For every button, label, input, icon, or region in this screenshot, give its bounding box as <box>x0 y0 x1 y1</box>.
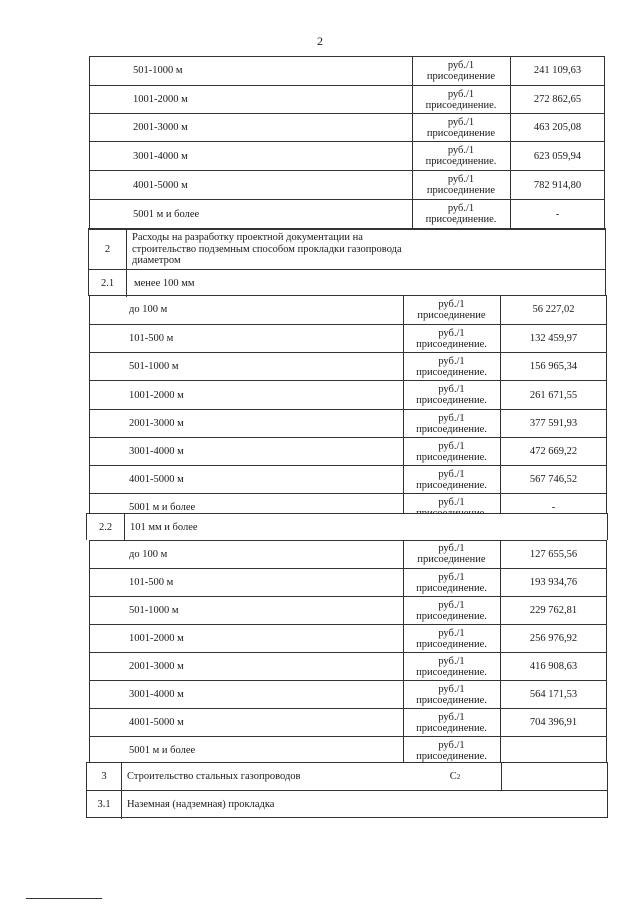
table-row <box>89 736 607 764</box>
row-unit <box>403 410 500 437</box>
row-value: 782 914,80 <box>533 179 582 191</box>
row-unit <box>403 438 500 465</box>
unit-label: присоединение. <box>416 451 487 463</box>
row-unit <box>412 114 510 141</box>
unit-subscript: 2 <box>456 772 461 781</box>
unit-label: присоединение. <box>416 610 487 622</box>
row-unit <box>403 653 500 680</box>
row-value: 229 762,81 <box>529 605 578 616</box>
unit-label: руб./1 <box>438 384 465 395</box>
unit-label: присоединение. <box>416 582 487 594</box>
unit-label: руб./1 <box>438 355 465 367</box>
unit-label: руб./1 <box>438 468 465 480</box>
unit-label: присоединение. <box>416 750 487 762</box>
row-unit <box>403 325 500 352</box>
unit-label: руб./1 <box>438 543 465 554</box>
table-row <box>89 409 607 437</box>
column-divider <box>126 229 127 270</box>
section-number: 2.2 <box>98 521 113 533</box>
row-value: 261 671,55 <box>529 389 578 401</box>
row-name: 3001-4000 м <box>129 689 184 700</box>
row-unit <box>403 540 500 568</box>
table-row <box>89 568 607 596</box>
unit-label: руб./1 <box>438 711 465 723</box>
row-value: 56 227,02 <box>532 304 575 315</box>
row-value: - <box>555 208 560 220</box>
column-divider <box>124 514 125 541</box>
table-row <box>89 624 607 652</box>
unit-label: руб./1 <box>438 298 465 310</box>
row-name: 2001-3000 м <box>133 122 188 133</box>
column-divider <box>501 763 502 791</box>
unit-label: присоединение <box>417 309 486 321</box>
unit-label: присоединение. <box>416 638 487 650</box>
unit-label: присоединение. <box>416 395 487 406</box>
section-title: менее 100 мм <box>134 277 195 289</box>
unit-label: руб./1 <box>438 599 465 611</box>
row-unit <box>403 597 500 624</box>
unit-label: присоединение. <box>416 694 487 706</box>
row-unit <box>412 56 510 85</box>
section-2-2-row <box>86 513 608 540</box>
row-unit <box>403 737 500 764</box>
row-name: 3001-4000 м <box>133 150 188 162</box>
row-unit <box>403 466 500 493</box>
table-row <box>89 141 605 170</box>
unit-label: присоединение. <box>425 156 497 167</box>
row-unit <box>403 709 500 736</box>
unit-label: руб./1 <box>438 627 465 639</box>
table-row <box>89 596 607 624</box>
row-unit <box>403 353 500 380</box>
column-divider <box>403 295 404 521</box>
table-row <box>89 708 607 736</box>
table-row <box>89 540 607 568</box>
row-name: 501-1000 м <box>133 65 183 76</box>
unit-label: присоединение. <box>425 99 497 111</box>
unit-label: руб./1 <box>447 145 475 156</box>
row-value: 127 655,56 <box>529 548 578 560</box>
section-number: 2.1 <box>100 277 115 289</box>
table-row <box>89 199 605 228</box>
column-divider <box>412 56 413 230</box>
row-unit <box>412 86 510 113</box>
section-number: 3.1 <box>97 798 111 810</box>
table-row <box>89 437 607 465</box>
row-value: 241 109,63 <box>533 65 582 76</box>
unit-label: руб./1 <box>447 59 475 71</box>
row-value: 132 459,97 <box>529 333 578 344</box>
row-value: 472 669,22 <box>529 446 578 457</box>
unit-symbol: C <box>449 771 457 782</box>
unit-label: присоединение. <box>416 722 487 734</box>
row-value: 463 205,08 <box>533 122 582 133</box>
section-title: Строительство стальных газопроводов <box>127 771 301 782</box>
table-row <box>89 324 607 352</box>
unit-label: присоединение. <box>425 214 497 225</box>
row-name: 2001-3000 м <box>129 661 184 672</box>
column-divider <box>121 791 122 819</box>
row-value: 416 908,63 <box>529 661 578 672</box>
section-title: 101 мм и более <box>130 521 198 533</box>
section-number: 3 <box>101 771 107 782</box>
row-value: 704 396,91 <box>529 717 578 728</box>
table-row <box>89 113 605 141</box>
row-name: 5001 м и более <box>133 208 200 220</box>
section-title: Наземная (надземная) прокладка <box>127 798 275 810</box>
unit-label: присоединение. <box>416 423 487 435</box>
unit-label: руб./1 <box>447 116 475 128</box>
footnote-separator <box>26 898 102 899</box>
row-value: 564 171,53 <box>529 689 578 700</box>
row-unit <box>412 200 510 228</box>
unit-label: присоединение <box>426 185 496 196</box>
row-name: 4001-5000 м <box>129 474 184 485</box>
row-value: 623 059,94 <box>533 150 582 162</box>
unit-label: руб./1 <box>438 412 465 424</box>
table-row <box>89 680 607 708</box>
section-2-row <box>88 228 606 269</box>
row-unit <box>403 681 500 708</box>
unit-label: руб./1 <box>447 203 475 214</box>
page-number: 2 <box>317 34 323 48</box>
row-name: 2001-3000 м <box>129 418 184 429</box>
row-name: до 100 м <box>129 548 168 560</box>
unit-label: руб./1 <box>438 655 465 667</box>
row-name: 101-500 м <box>129 577 174 588</box>
row-unit <box>403 625 500 652</box>
row-name: 501-1000 м <box>129 605 179 616</box>
column-divider <box>126 270 127 297</box>
row-name: 5001 м и более <box>129 502 196 513</box>
row-value: 256 976,92 <box>529 633 578 644</box>
row-value: 272 862,65 <box>533 94 582 105</box>
unit-label: присоединение <box>426 70 496 82</box>
row-unit <box>403 381 500 409</box>
unit-label: руб./1 <box>447 88 475 100</box>
table-row <box>89 465 607 493</box>
unit-label: руб./1 <box>438 683 465 695</box>
column-divider <box>500 540 501 764</box>
row-unit <box>412 142 510 170</box>
row-name: 501-1000 м <box>129 361 179 372</box>
row-name: 1001-2000 м <box>129 389 184 401</box>
section-2-1-row <box>88 269 606 296</box>
row-name: 3001-4000 м <box>129 446 184 457</box>
row-value: 567 746,52 <box>529 474 578 485</box>
unit-label: руб./1 <box>438 327 465 339</box>
section-unit <box>407 763 503 790</box>
section-3-1-row <box>86 790 608 818</box>
section-number: 2 <box>104 243 111 255</box>
section-3-row <box>86 762 608 790</box>
row-value: 377 591,93 <box>529 418 578 429</box>
table-row <box>89 380 607 409</box>
row-unit <box>403 295 500 324</box>
row-name: 4001-5000 м <box>133 179 188 191</box>
column-divider <box>403 540 404 764</box>
row-value <box>500 737 607 764</box>
section-title: Расходы на разработку проектной документации на строительство подземным способом прокладки газопровода диаметром <box>132 232 402 266</box>
row-unit <box>403 569 500 596</box>
unit-label: присоединение <box>417 554 486 565</box>
row-unit <box>412 171 510 199</box>
row-name: 1001-2000 м <box>133 94 188 105</box>
table-row <box>89 352 607 380</box>
table-row <box>89 295 607 324</box>
column-divider <box>500 295 501 521</box>
unit-label: присоединение. <box>416 366 487 378</box>
table-row <box>89 170 605 199</box>
row-name: 5001 м и более <box>129 745 196 756</box>
column-divider <box>510 56 511 230</box>
row-value: 193 934,76 <box>529 577 578 588</box>
unit-label: руб./1 <box>438 739 465 751</box>
table-row <box>89 652 607 680</box>
unit-label: присоединение. <box>416 338 487 350</box>
unit-label: руб./1 <box>438 440 465 452</box>
unit-label: присоединение <box>426 127 496 139</box>
row-name: 4001-5000 м <box>129 717 184 728</box>
table-row <box>89 85 605 113</box>
table-row <box>89 56 605 85</box>
unit-label: руб./1 <box>438 496 465 508</box>
row-name: 101-500 м <box>129 333 174 344</box>
unit-label: присоединение. <box>416 666 487 678</box>
row-name: 1001-2000 м <box>129 633 184 644</box>
column-divider <box>121 763 122 791</box>
unit-label: присоединение. <box>416 479 487 491</box>
row-value: - <box>551 502 556 513</box>
unit-label: руб./1 <box>438 571 465 583</box>
row-name: до 100 м <box>129 304 168 315</box>
unit-label: руб./1 <box>447 174 475 185</box>
row-value: 156 965,34 <box>529 361 578 372</box>
